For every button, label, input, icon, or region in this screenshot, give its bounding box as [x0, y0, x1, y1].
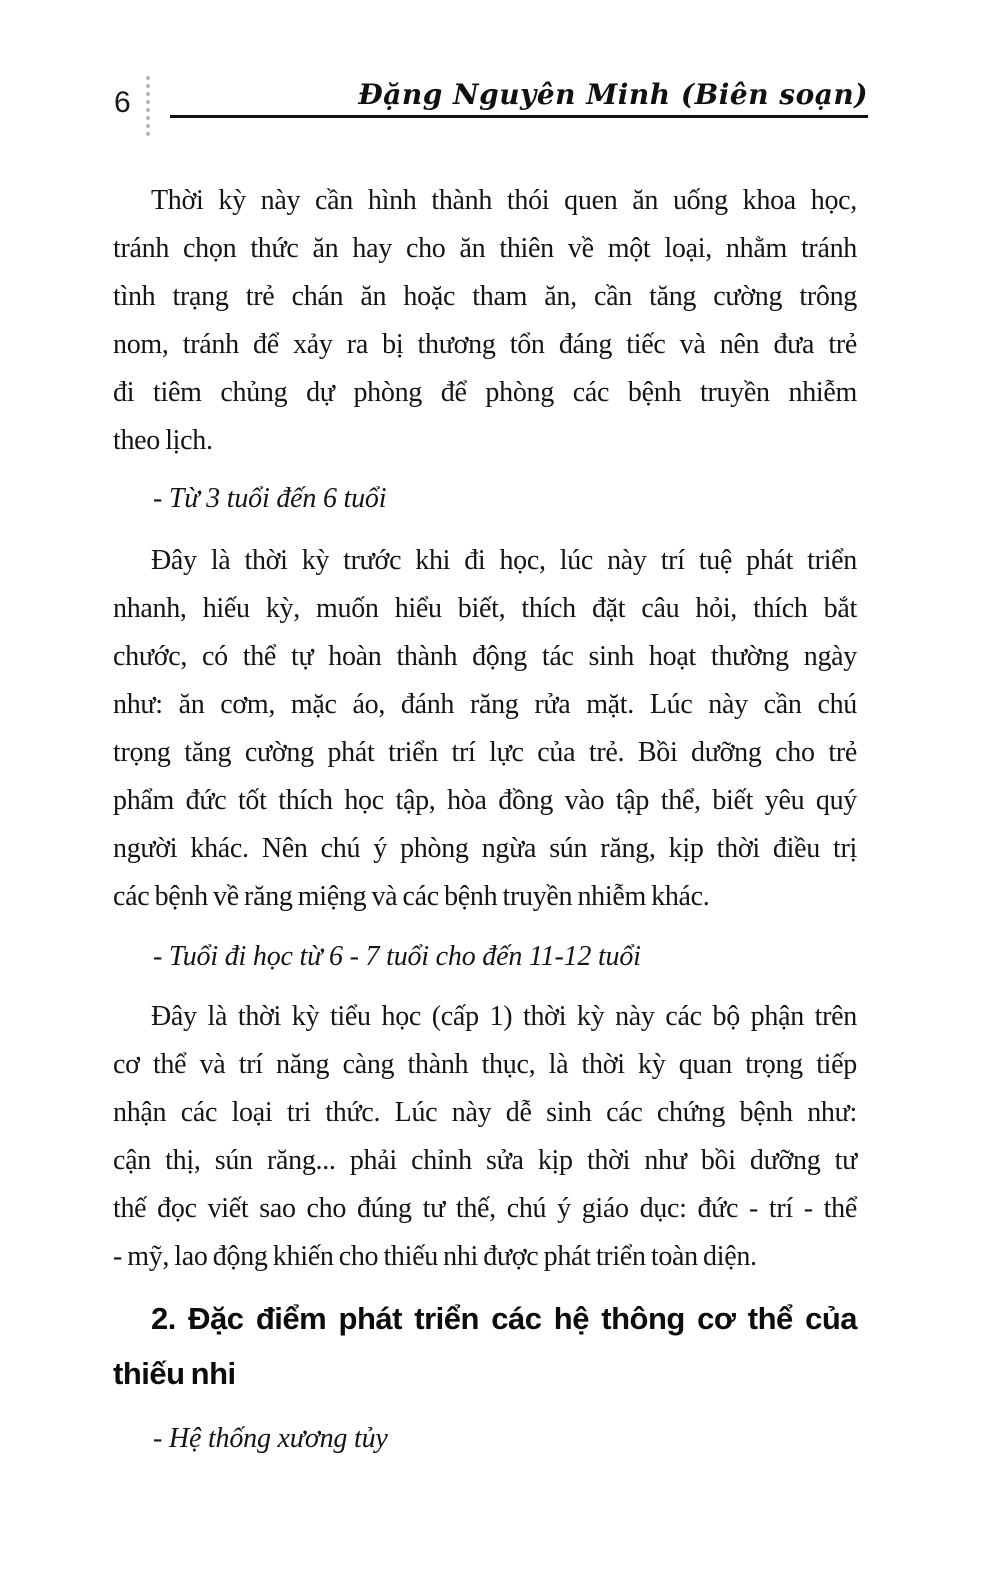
text-line: người khác. Nên chú ý phòng ngừa sún răng, kịp thời điều trị	[113, 833, 857, 864]
text-line: tình trạng trẻ chán ăn hoặc tham ăn, cần tăng cường trông	[113, 281, 857, 312]
paragraph-preschool-development	[113, 537, 857, 921]
page-number: 6	[114, 86, 131, 119]
text-line: nhanh, hiếu kỳ, muốn hiểu biết, thích đặt câu hỏi, thích bắt	[113, 593, 857, 624]
section-heading-body-systems	[113, 1291, 857, 1401]
text-line: phẩm đức tốt thích học tập, hòa đồng vào tập thể, biết yêu quý	[113, 785, 857, 816]
dotted-divider	[146, 76, 150, 136]
text-line: nom, tránh để xảy ra bị thương tổn đáng tiếc và nên đưa trẻ	[113, 329, 857, 360]
text-line: như: ăn cơm, mặc áo, đánh răng rửa mặt. Lúc này cần chú	[113, 689, 857, 720]
text-line: chước, có thể tự hoàn thành động tác sinh hoạt thường ngày	[113, 641, 857, 672]
text-line: thiếu nhi	[113, 1356, 236, 1391]
subheading-age-3-to-6: - Từ 3 tuổi đến 6 tuổi	[153, 483, 387, 514]
running-header-author: Đặng Nguyên Minh (Biên soạn)	[358, 78, 868, 111]
subheading-school-age-6-to-12: - Tuổi đi học từ 6 - 7 tuổi cho đến 11-12 tuổi	[153, 941, 641, 972]
text-line: cơ thể và trí năng càng thành thục, là thời kỳ quan trọng tiếp	[113, 1049, 857, 1080]
text-line: thế đọc viết sao cho đúng tư thế, chú ý giáo dục: đức - trí - thể	[113, 1193, 857, 1224]
text-line: Thời kỳ này cần hình thành thói quen ăn uống khoa học,	[151, 185, 857, 216]
text-line: - mỹ, lao động khiến cho thiếu nhi được phát triển toàn diện.	[113, 1241, 757, 1272]
paragraph-primary-school-development	[113, 993, 857, 1281]
text-column	[113, 177, 857, 1463]
text-line: các bệnh về răng miệng và các bệnh truyền nhiễm khác.	[113, 881, 710, 912]
header-rule	[170, 115, 868, 118]
subheading-bone-marrow-system: - Hệ thống xương tủy	[153, 1423, 388, 1454]
text-line: nhận các loại tri thức. Lúc này dễ sinh các chứng bệnh như:	[113, 1097, 857, 1128]
text-line: theo lịch.	[113, 425, 213, 456]
text-line: tránh chọn thức ăn hay cho ăn thiên về một loại, nhằm tránh	[113, 233, 857, 264]
paragraph-feeding-habits	[113, 177, 857, 465]
text-line: trọng tăng cường phát triển trí lực của trẻ. Bồi dưỡng cho trẻ	[113, 737, 857, 768]
text-line: Đây là thời kỳ trước khi đi học, lúc này trí tuệ phát triển	[151, 545, 857, 576]
text-line: cận thị, sún răng... phải chỉnh sửa kịp thời như bồi dưỡng tư	[113, 1145, 857, 1176]
text-line: 2. Đặc điểm phát triển các hệ thông cơ thể của	[151, 1301, 857, 1336]
text-line: Đây là thời kỳ tiểu học (cấp 1) thời kỳ này các bộ phận trên	[151, 1001, 857, 1032]
text-line: đi tiêm chủng dự phòng để phòng các bệnh truyền nhiễm	[113, 377, 857, 408]
